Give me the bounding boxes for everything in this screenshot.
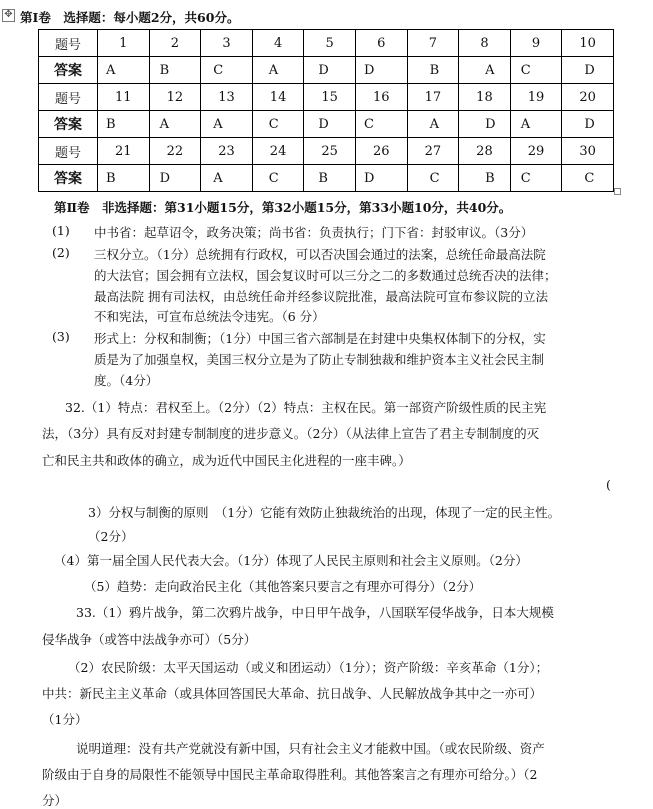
q32-line4: 3）分权与制衡的原则 （1分）它能有效防止独裁统治的出现，体现了一定的民主性。 <box>88 505 561 520</box>
q32-line2: 法，（3分）具有反对封建专制制度的进步意义。（2分）（从法律上宣告了君主专制制度的灭 <box>42 426 540 441</box>
table-answer-row <box>39 57 614 84</box>
question-number-cell: 21 <box>98 138 150 165</box>
table-resize-handle[interactable] <box>614 188 621 195</box>
question-number-cell: 23 <box>201 138 253 165</box>
table-number-row <box>39 138 614 165</box>
answer-cell: C <box>252 111 304 138</box>
question-number-cell: 19 <box>510 84 562 111</box>
answer-cell: D <box>562 57 614 84</box>
answer-cell: A <box>98 57 150 84</box>
answer-cell: D <box>562 111 614 138</box>
q31-item2-number: (2) <box>52 245 70 260</box>
answer-cell: D <box>149 165 201 192</box>
answer-cell: A <box>252 57 304 84</box>
q33-line2: 侵华战争（或答中法战争亦可）（5分） <box>42 632 257 647</box>
q32-line5: （2分） <box>88 529 134 544</box>
q33-line6: 说明道理：没有共产党就没有新中国，只有社会主义才能救中国。（或农民阶级、资产 <box>76 741 545 756</box>
question-number-cell: 17 <box>407 84 459 111</box>
answer-cell: B <box>98 111 150 138</box>
question-number-cell: 14 <box>252 84 304 111</box>
answer-cell: C <box>201 57 253 84</box>
q31-item3-number: (3) <box>52 329 70 344</box>
answer-cell: C <box>510 165 562 192</box>
question-number-cell: 27 <box>407 138 459 165</box>
question-number-cell: 2 <box>149 30 201 57</box>
answer-cell: B <box>98 165 150 192</box>
q32-line1: 32.（1）特点：君权至上。（2分）（2）特点：主权在民。第一部资产阶级性质的民主宪 <box>65 400 547 415</box>
q33-line3: （2）农民阶级：太平天国运动（或义和团运动）（1分）；资产阶级：辛亥革命（1分）； <box>68 660 549 675</box>
answer-cell: A <box>149 111 201 138</box>
number-header-cell: 题号 <box>39 138 98 165</box>
q31-item2-line2: 的大法官；国会拥有立法权，国会复议时可以三分之二的多数通过总统否决的法律； <box>94 268 557 283</box>
q33-line4: 中共：新民主主义革命（或具体回答国民大革命、抗日战争、人民解放战争其中之一亦可） <box>42 686 543 701</box>
question-number-cell: 18 <box>459 84 511 111</box>
question-number-cell: 8 <box>459 30 511 57</box>
question-number-cell: 9 <box>510 30 562 57</box>
question-number-cell: 12 <box>149 84 201 111</box>
q32-line7: （5）趋势：走向政治民主化（其他答案只要言之有理亦可得分）（2分） <box>84 579 482 594</box>
answer-cell: C <box>510 57 562 84</box>
question-number-cell: 10 <box>562 30 614 57</box>
question-number-cell: 1 <box>98 30 150 57</box>
question-number-cell: 16 <box>355 84 407 111</box>
q33-line7: 阶级由于自身的局限性不能领导中国民主革命取得胜利。其他答案言之有理亦可给分。）（2 <box>42 767 538 782</box>
q31-item2-line3: 最高法院 拥有司法权，由总统任命并经参议院批准，最高法院可宣布参议院的立法 <box>94 289 548 304</box>
q33-line5: （1分） <box>42 712 88 727</box>
question-number-cell: 28 <box>459 138 511 165</box>
q31-item2-line4: 不和宪法，可宣布总统法令违宪。（6 分） <box>94 309 325 324</box>
answer-cell: A <box>201 111 253 138</box>
question-number-cell: 24 <box>252 138 304 165</box>
answer-cell: A <box>459 57 511 84</box>
answer-cell: B <box>304 165 356 192</box>
answer-cell: C <box>355 111 407 138</box>
answer-cell: B <box>459 165 511 192</box>
q31-item1-number: (1) <box>52 223 70 238</box>
question-number-cell: 20 <box>562 84 614 111</box>
question-number-cell: 3 <box>201 30 253 57</box>
question-number-cell: 7 <box>407 30 459 57</box>
table-answer-row <box>39 165 614 192</box>
q32-line6: （4）第一届全国人民代表大会。（1分）体现了人民民主原则和社会主义原则。（2分） <box>54 553 528 568</box>
answer-cell: D <box>304 111 356 138</box>
q31-item3-line3: 度。（4分） <box>94 373 159 388</box>
q32-paren: ( <box>606 477 611 492</box>
answer-cell: A <box>407 111 459 138</box>
question-number-cell: 6 <box>355 30 407 57</box>
answer-cell: D <box>304 57 356 84</box>
question-number-cell: 22 <box>149 138 201 165</box>
answer-cell: B <box>407 57 459 84</box>
question-number-cell: 13 <box>201 84 253 111</box>
table-number-row <box>39 84 614 111</box>
answer-cell: D <box>355 165 407 192</box>
question-number-cell: 29 <box>510 138 562 165</box>
table-answer-row <box>39 111 614 138</box>
question-number-cell: 15 <box>304 84 356 111</box>
question-number-cell: 5 <box>304 30 356 57</box>
answer-header-cell: 答案 <box>39 111 98 138</box>
answer-cell: A <box>201 165 253 192</box>
answer-cell: D <box>355 57 407 84</box>
q31-item2-line1: 三权分立。（1分）总统拥有行政权，可以否决国会通过的法案，总统任命最高法院 <box>94 247 546 262</box>
question-number-cell: 30 <box>562 138 614 165</box>
q33-line8: 分） <box>42 793 68 808</box>
part2-header: 第Ⅱ卷 非选择题：第31小题15分，第32小题15分，第33小题10分，共40分。 <box>54 200 512 215</box>
number-header-cell: 题号 <box>39 84 98 111</box>
answer-cell: D <box>459 111 511 138</box>
q32-line3: 亡和民主共和政体的确立，成为近代中国民主化进程的一座丰碑。） <box>42 453 411 468</box>
table-number-row <box>39 30 614 57</box>
q31-item3-line1: 形式上：分权和制衡；（1分）中国三省六部制是在封建中央集权体制下的分权，实 <box>94 331 546 346</box>
answer-header-cell: 答案 <box>39 57 98 84</box>
answer-cell: C <box>252 165 304 192</box>
table-move-handle-icon[interactable]: ✥ <box>2 9 15 22</box>
answer-cell: C <box>407 165 459 192</box>
q31-item3-line2: 质是为了加强皇权，美国三权分立是为了防止专制独裁和维护资本主义社会民主制 <box>94 352 545 367</box>
answer-cell: B <box>149 57 201 84</box>
question-number-cell: 26 <box>355 138 407 165</box>
answer-table <box>38 29 614 192</box>
answer-cell: A <box>510 111 562 138</box>
question-number-cell: 11 <box>98 84 150 111</box>
question-number-cell: 4 <box>252 30 304 57</box>
part1-header: 第Ⅰ卷 选择题：每小题2分，共60分。 <box>20 10 240 25</box>
question-number-cell: 25 <box>304 138 356 165</box>
number-header-cell: 题号 <box>39 30 98 57</box>
answer-cell: C <box>562 165 614 192</box>
q31-item1-text: 中书省：起草诏令，政务决策；尚书省：负责执行；门下省：封驳审议。（3分） <box>94 225 534 240</box>
q33-line1: 33.（1）鸦片战争，第二次鸦片战争，中日甲午战争，八国联军侵华战争，日本大规模 <box>76 605 554 620</box>
answer-header-cell: 答案 <box>39 165 98 192</box>
